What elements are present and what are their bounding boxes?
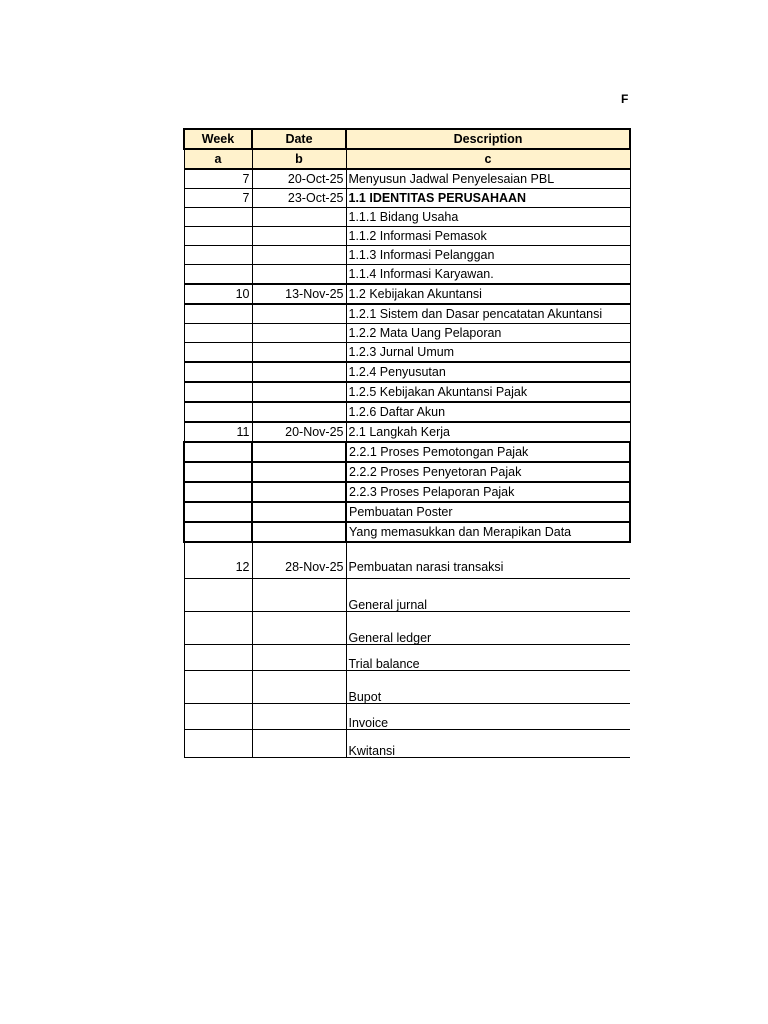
date-cell	[252, 227, 346, 246]
header-week: Week	[184, 129, 252, 149]
week-cell	[184, 462, 252, 482]
date-cell	[252, 502, 346, 522]
column-letter-row	[184, 149, 630, 169]
date-cell: 20-Oct-25	[252, 169, 346, 189]
corner-mark: F	[621, 92, 629, 106]
date-cell	[252, 730, 346, 758]
date-cell	[252, 324, 346, 343]
date-cell	[252, 704, 346, 730]
date-cell	[252, 612, 346, 645]
description-cell: Bupot	[346, 671, 630, 704]
description-cell: General jurnal	[346, 579, 630, 612]
table-row	[184, 324, 630, 343]
description-cell: 2.1 Langkah Kerja	[346, 422, 630, 442]
week-cell: 12	[184, 542, 252, 579]
table-row	[184, 343, 630, 363]
week-cell	[184, 324, 252, 343]
description-cell: 1.1.4 Informasi Karyawan.	[346, 265, 630, 285]
description-cell: 1.1.2 Informasi Pemasok	[346, 227, 630, 246]
date-cell: 20-Nov-25	[252, 422, 346, 442]
week-cell	[184, 208, 252, 227]
table-row	[184, 208, 630, 227]
date-cell	[252, 208, 346, 227]
table-row	[184, 402, 630, 422]
table-row	[184, 645, 630, 671]
date-cell: 13-Nov-25	[252, 284, 346, 304]
date-cell	[252, 462, 346, 482]
table-row	[184, 612, 630, 645]
table-row	[184, 442, 630, 462]
description-cell: 1.2.6 Daftar Akun	[346, 402, 630, 422]
table-row	[184, 265, 630, 285]
header-description: Description	[346, 129, 630, 149]
date-cell	[252, 362, 346, 382]
description-cell: Menyusun Jadwal Penyelesaian PBL	[346, 169, 630, 189]
table-row	[184, 579, 630, 612]
description-cell: 1.2 Kebijakan Akuntansi	[346, 284, 630, 304]
week-cell	[184, 482, 252, 502]
table-row	[184, 502, 630, 522]
description-cell: 1.1.3 Informasi Pelanggan	[346, 246, 630, 265]
table-row	[184, 362, 630, 382]
week-cell	[184, 704, 252, 730]
date-cell	[252, 382, 346, 402]
table-row	[184, 482, 630, 502]
week-cell	[184, 382, 252, 402]
description-cell: Trial balance	[346, 645, 630, 671]
column-letter-c: c	[346, 149, 630, 169]
date-cell	[252, 343, 346, 363]
week-cell	[184, 227, 252, 246]
description-cell: 2.2.1 Proses Pemotongan Pajak	[346, 442, 630, 462]
table-row	[184, 227, 630, 246]
description-cell: 2.2.2 Proses Penyetoran Pajak	[346, 462, 630, 482]
description-cell: 1.1.1 Bidang Usaha	[346, 208, 630, 227]
column-letter-b: b	[252, 149, 346, 169]
header-row	[184, 129, 630, 149]
week-cell: 10	[184, 284, 252, 304]
date-cell	[252, 246, 346, 265]
week-cell	[184, 671, 252, 704]
week-cell	[184, 502, 252, 522]
description-cell: General ledger	[346, 612, 630, 645]
week-cell	[184, 522, 252, 542]
description-cell: 1.2.3 Jurnal Umum	[346, 343, 630, 363]
description-cell: Pembuatan narasi transaksi	[346, 542, 630, 579]
week-cell: 11	[184, 422, 252, 442]
date-cell: 28-Nov-25	[252, 542, 346, 579]
description-cell: 1.2.5 Kebijakan Akuntansi Pajak	[346, 382, 630, 402]
date-cell	[252, 579, 346, 612]
description-cell: 1.2.2 Mata Uang Pelaporan	[346, 324, 630, 343]
week-cell	[184, 645, 252, 671]
table-row	[184, 422, 630, 442]
week-cell	[184, 442, 252, 462]
week-cell	[184, 362, 252, 382]
date-cell	[252, 671, 346, 704]
date-cell	[252, 265, 346, 285]
description-cell: 1.2.4 Penyusutan	[346, 362, 630, 382]
date-cell	[252, 645, 346, 671]
column-letter-a: a	[184, 149, 252, 169]
table-row	[184, 304, 630, 324]
date-cell	[252, 304, 346, 324]
description-cell: Invoice	[346, 704, 630, 730]
description-cell: 2.2.3 Proses Pelaporan Pajak	[346, 482, 630, 502]
header-date: Date	[252, 129, 346, 149]
description-cell: 1.1 IDENTITAS PERUSAHAAN	[346, 189, 630, 208]
table-row	[184, 284, 630, 304]
table-row	[184, 542, 630, 579]
schedule-table	[183, 128, 631, 758]
week-cell	[184, 246, 252, 265]
table-row	[184, 462, 630, 482]
table-row	[184, 189, 630, 208]
description-cell: Kwitansi	[346, 730, 630, 758]
table-row	[184, 169, 630, 189]
table-row	[184, 704, 630, 730]
date-cell	[252, 442, 346, 462]
week-cell	[184, 579, 252, 612]
table-row	[184, 730, 630, 758]
week-cell	[184, 402, 252, 422]
description-cell: Yang memasukkan dan Merapikan Data	[346, 522, 630, 542]
description-cell: 1.2.1 Sistem dan Dasar pencatatan Akuntansi	[346, 304, 630, 324]
date-cell: 23-Oct-25	[252, 189, 346, 208]
week-cell	[184, 612, 252, 645]
table-row	[184, 382, 630, 402]
table-row	[184, 671, 630, 704]
table-row	[184, 522, 630, 542]
description-cell: Pembuatan Poster	[346, 502, 630, 522]
table-row	[184, 246, 630, 265]
week-cell	[184, 304, 252, 324]
week-cell: 7	[184, 169, 252, 189]
week-cell: 7	[184, 189, 252, 208]
date-cell	[252, 402, 346, 422]
date-cell	[252, 482, 346, 502]
week-cell	[184, 265, 252, 285]
week-cell	[184, 730, 252, 758]
date-cell	[252, 522, 346, 542]
week-cell	[184, 343, 252, 363]
